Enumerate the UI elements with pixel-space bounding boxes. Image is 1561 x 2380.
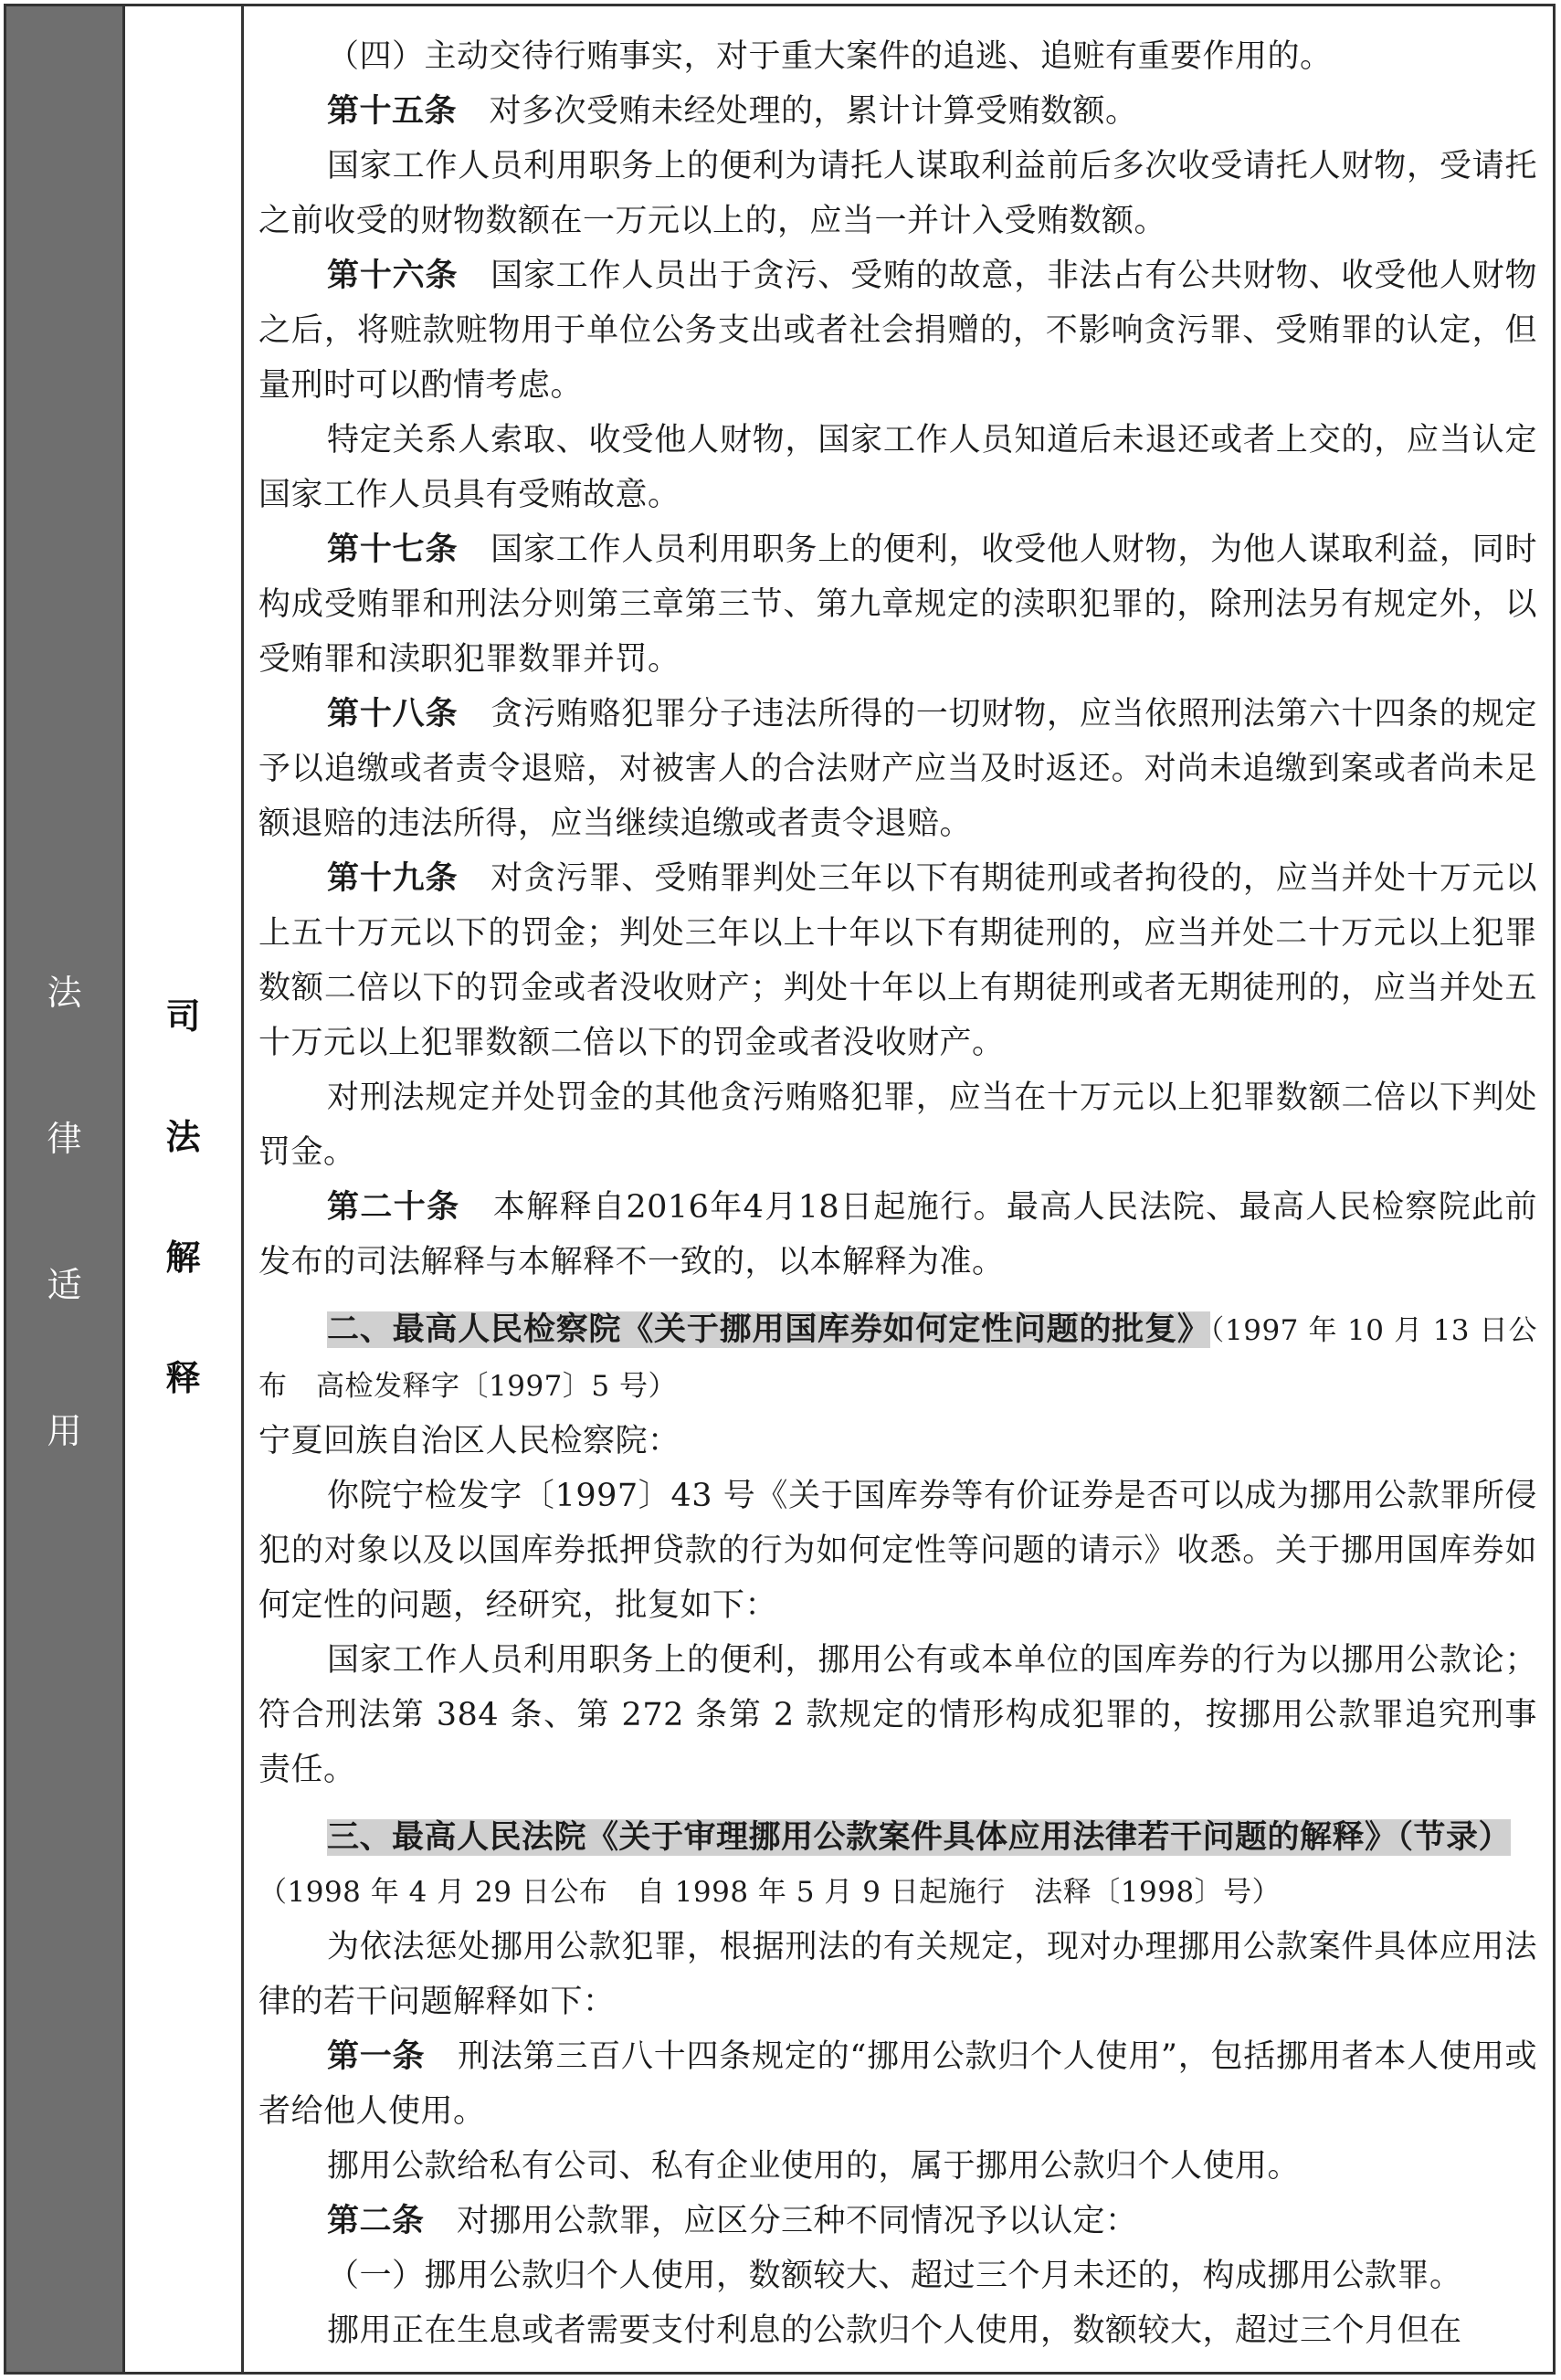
paragraph-text: 为依法惩处挪用公款犯罪，根据刑法的有关规定，现对办理挪用公款案件具体应用法律的若干问题解释如下： bbox=[258, 1929, 1537, 2020]
paragraph bbox=[258, 29, 1537, 84]
section-heading bbox=[258, 1302, 1537, 1414]
article-paragraph bbox=[258, 851, 1537, 1070]
paragraph: 国家工作人员利用职务上的便利，挪用公有或本单位的国库券的行为以挪用公款论；符合刑法第 384 条、第 272 条第 2 款规定的情形构成犯罪的，按挪用公款罪追究刑事责任。 bbox=[258, 1642, 1537, 1788]
article-paragraph bbox=[258, 687, 1537, 851]
paragraph: 你院宁检发字〔1997〕43 号《关于国库券等有价证券是否可以成为挪用公款罪所侵犯的对象以及以国库券抵押贷款的行为如何定性等问题的请示》收悉。关于挪用国库券如何定性的问题，经研究，批复如下： bbox=[258, 1478, 1537, 1624]
paragraph-text: 国家工作人员利用职务上的便利为请托人谋取利益前后多次收受请托人财物，受请托之前收受的财物数额在一万元以上的，应当一并计入受贿数额。 bbox=[258, 148, 1537, 239]
paragraph-text: 挪用正在生息或者需要支付利息的公款归个人使用，数额较大，超过三个月但在 bbox=[327, 2312, 1462, 2349]
subcategory-column bbox=[125, 6, 244, 2372]
article-paragraph bbox=[258, 2194, 1537, 2248]
article-number: 第二十条 bbox=[327, 1189, 460, 1226]
paragraph bbox=[258, 2303, 1537, 2358]
subcategory-char: 解 bbox=[165, 1237, 201, 1278]
article-number: 第十六条 bbox=[327, 258, 459, 294]
paragraph-text: 对挪用公款罪，应区分三种不同情况予以认定： bbox=[424, 2203, 1138, 2239]
category-column bbox=[6, 6, 125, 2372]
paragraph-text: 国家工作人员利用职务上的便利，收受他人财物，为他人谋取利益，同时构成受贿罪和刑法分则第三章第三节、第九章规定的渎职犯罪的，除刑法另有规定外，以受贿罪和渎职犯罪数罪并罚。 bbox=[258, 532, 1537, 678]
subcategory-char: 释 bbox=[165, 1357, 201, 1398]
article-number: 第十五条 bbox=[327, 93, 458, 130]
paragraph-text: 对刑法规定并处罚金的其他贪污贿赂犯罪，应当在十万元以上犯罪数额二倍以下判处罚金。 bbox=[258, 1079, 1537, 1171]
article-paragraph bbox=[258, 2029, 1537, 2139]
article-paragraph bbox=[258, 1180, 1537, 1290]
article-number: 第十九条 bbox=[327, 860, 459, 897]
paragraph-text: 特定关系人索取、收受他人财物，国家工作人员知道后未退还或者上交的，应当认定国家工作人员具有受贿故意。 bbox=[258, 422, 1537, 513]
paragraph-text: （一）挪用公款归个人使用，数额较大、超过三个月未还的，构成挪用公款罪。 bbox=[327, 2258, 1462, 2294]
subcategory-label bbox=[125, 956, 241, 1438]
paragraph-text: 挪用公款给私有公司、私有企业使用的，属于挪用公款归个人使用。 bbox=[327, 2148, 1301, 2185]
article-number: 第十八条 bbox=[327, 696, 459, 732]
paragraph bbox=[258, 1070, 1537, 1180]
paragraph-text: 对贪污罪、受贿罪判处三年以下有期徒刑或者拘役的，应当并处十万元以上五十万元以下的罚金；判处三年以上十年以下有期徒刑的，应当并处二十万元以上犯罪数额二倍以下的罚金或者没收财产；判处十年以上有期徒刑或者无期徒刑的，应当并处五十万元以上犯罪数额二倍以下的罚金或者没收财产。 bbox=[258, 860, 1537, 1061]
paragraph bbox=[258, 2139, 1537, 2194]
article-number: 第十七条 bbox=[327, 532, 459, 568]
paragraph bbox=[258, 1920, 1537, 2029]
paragraph bbox=[258, 139, 1537, 248]
section-title: 二、最高人民检察院《关于挪用国库券如何定性问题的批复》 bbox=[327, 1311, 1210, 1348]
paragraph-text: 对多次受贿未经处理的，累计计算受贿数额。 bbox=[457, 93, 1138, 130]
publication-info: （1998 年 4 月 29 日公布 自 1998 年 5 月 9 日起施行 法释〔1998〕号） bbox=[258, 1876, 1281, 1909]
category-char: 法 bbox=[47, 973, 82, 1013]
document-body bbox=[258, 29, 1537, 2358]
article-paragraph bbox=[258, 248, 1537, 413]
paragraph-text: 贪污贿赂犯罪分子违法所得的一切财物，应当依照刑法第六十四条的规定予以追缴或者责令退赔，对被害人的合法财产应当及时返还。对尚未追缴到案或者尚未足额退赔的违法所得，应当继续追缴或者责令退赔。 bbox=[258, 696, 1537, 842]
category-char: 用 bbox=[47, 1411, 82, 1451]
article-number: 第一条 bbox=[327, 2038, 426, 2075]
addressee: 宁夏回族自治区人民检察院： bbox=[258, 1423, 680, 1459]
section-title: 三、最高人民法院《关于审理挪用公款案件具体应用法律若干问题的解释》（节录） bbox=[327, 1819, 1512, 1856]
paragraph-text: 国家工作人员出于贪污、受贿的故意，非法占有公共财物、收受他人财物之后，将赃款赃物用于单位公务支出或者社会捐赠的，不影响贪污罪、受贿罪的认定，但量刑时可以酌情考虑。 bbox=[258, 258, 1537, 404]
subcategory-char: 司 bbox=[165, 995, 201, 1037]
category-char: 适 bbox=[47, 1265, 82, 1305]
paragraph bbox=[258, 413, 1537, 522]
paragraph-text: （四）主动交待行贿事实，对于重大案件的追逃、追赃有重要作用的。 bbox=[327, 38, 1333, 75]
subcategory-char: 法 bbox=[165, 1116, 201, 1157]
publication-info: （1997 年 10 月 13 日公布 高检发释字〔1997〕5 号） bbox=[258, 1314, 1537, 1403]
paragraph-text: 本解释自2016年4月18日起施行。最高人民法院、最高人民检察院此前发布的司法解释与本解释不一致的，以本解释为准。 bbox=[258, 1189, 1537, 1280]
article-paragraph bbox=[258, 84, 1537, 139]
article-number: 第二条 bbox=[327, 2203, 425, 2239]
article-paragraph bbox=[258, 522, 1537, 687]
category-label bbox=[6, 920, 122, 1504]
paragraph-text: 刑法第三百八十四条规定的“挪用公款归个人使用”，包括挪用者本人使用或者给他人使用。 bbox=[258, 2038, 1537, 2130]
section-heading bbox=[258, 1810, 1537, 1865]
paragraph bbox=[258, 2248, 1537, 2303]
category-char: 律 bbox=[47, 1119, 82, 1159]
